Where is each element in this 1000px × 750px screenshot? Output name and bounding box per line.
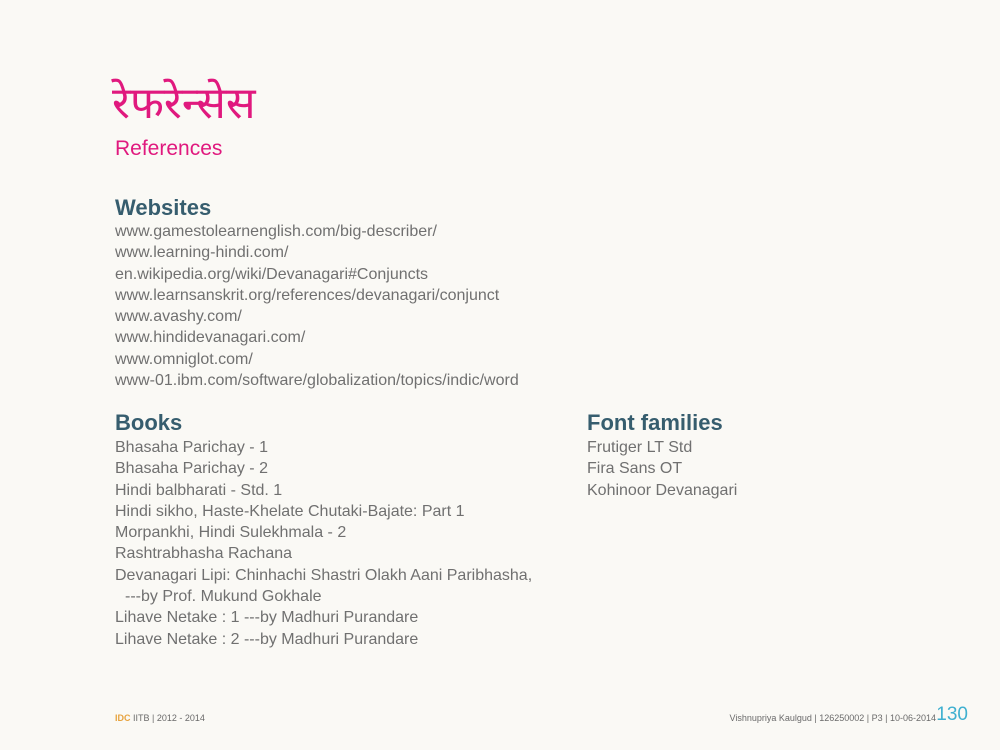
book-item: Lihave Netake : 2 ---by Madhuri Purandare: [115, 630, 419, 648]
website-item: www.learning-hindi.com/: [115, 244, 289, 262]
footer-right: Vishnupriya Kaulgud | 126250002 | P3 | 10-06-2014: [729, 713, 936, 723]
website-item: www.omniglot.com/: [115, 350, 253, 368]
books-heading: Books: [115, 410, 183, 435]
book-item: Devanagari Lipi: Chinhachi Shastri Olakh Aani Paribhasha,: [115, 566, 533, 584]
font-families-list: [587, 437, 737, 501]
books-list: [115, 437, 532, 650]
page-title-hindi: रेफरेन्सेस: [112, 78, 256, 129]
book-item: Morpankhi, Hindi Sulekhmala - 2: [115, 524, 347, 542]
font-family-item: Frutiger LT Std: [587, 439, 693, 456]
websites-list: [115, 221, 519, 391]
book-item: Rashtrabhasha Rachana: [115, 545, 293, 563]
website-item: www.learnsanskrit.org/references/devanagari/conjunct: [115, 286, 500, 304]
websites-heading: Websites: [115, 195, 212, 220]
book-item: Bhasaha Parichay - 1: [115, 439, 268, 456]
book-item: Hindi sikho, Haste-Khelate Chutaki-Bajate: Part 1: [115, 502, 465, 520]
book-item-author: ---by Prof. Mukund Gokhale: [125, 588, 322, 606]
font-family-item: Kohinoor Devanagari: [587, 481, 738, 499]
book-item: Bhasaha Parichay - 2: [115, 460, 268, 478]
page-number: 130: [936, 704, 968, 725]
website-item: www.avashy.com/: [115, 308, 242, 326]
website-item: www-01.ibm.com/software/globalization/topics/indic/word: [115, 372, 519, 390]
page-title-english: References: [115, 137, 223, 160]
footer-left: [115, 713, 205, 723]
website-item: www.hindidevanagari.com/: [115, 329, 306, 347]
font-families-heading: Font families: [587, 410, 723, 435]
book-item: Hindi balbharati - Std. 1: [115, 481, 283, 499]
font-family-item: Fira Sans OT: [587, 460, 683, 478]
website-item: www.gamestolearnenglish.com/big-describer/: [115, 223, 437, 240]
footer-left-text: IITB | 2012 - 2014: [130, 713, 205, 723]
book-item: Lihave Netake : 1 ---by Madhuri Purandare: [115, 609, 419, 627]
website-item: en.wikipedia.org/wiki/Devanagari#Conjuncts: [115, 265, 429, 283]
footer-brand: IDC: [115, 713, 131, 723]
